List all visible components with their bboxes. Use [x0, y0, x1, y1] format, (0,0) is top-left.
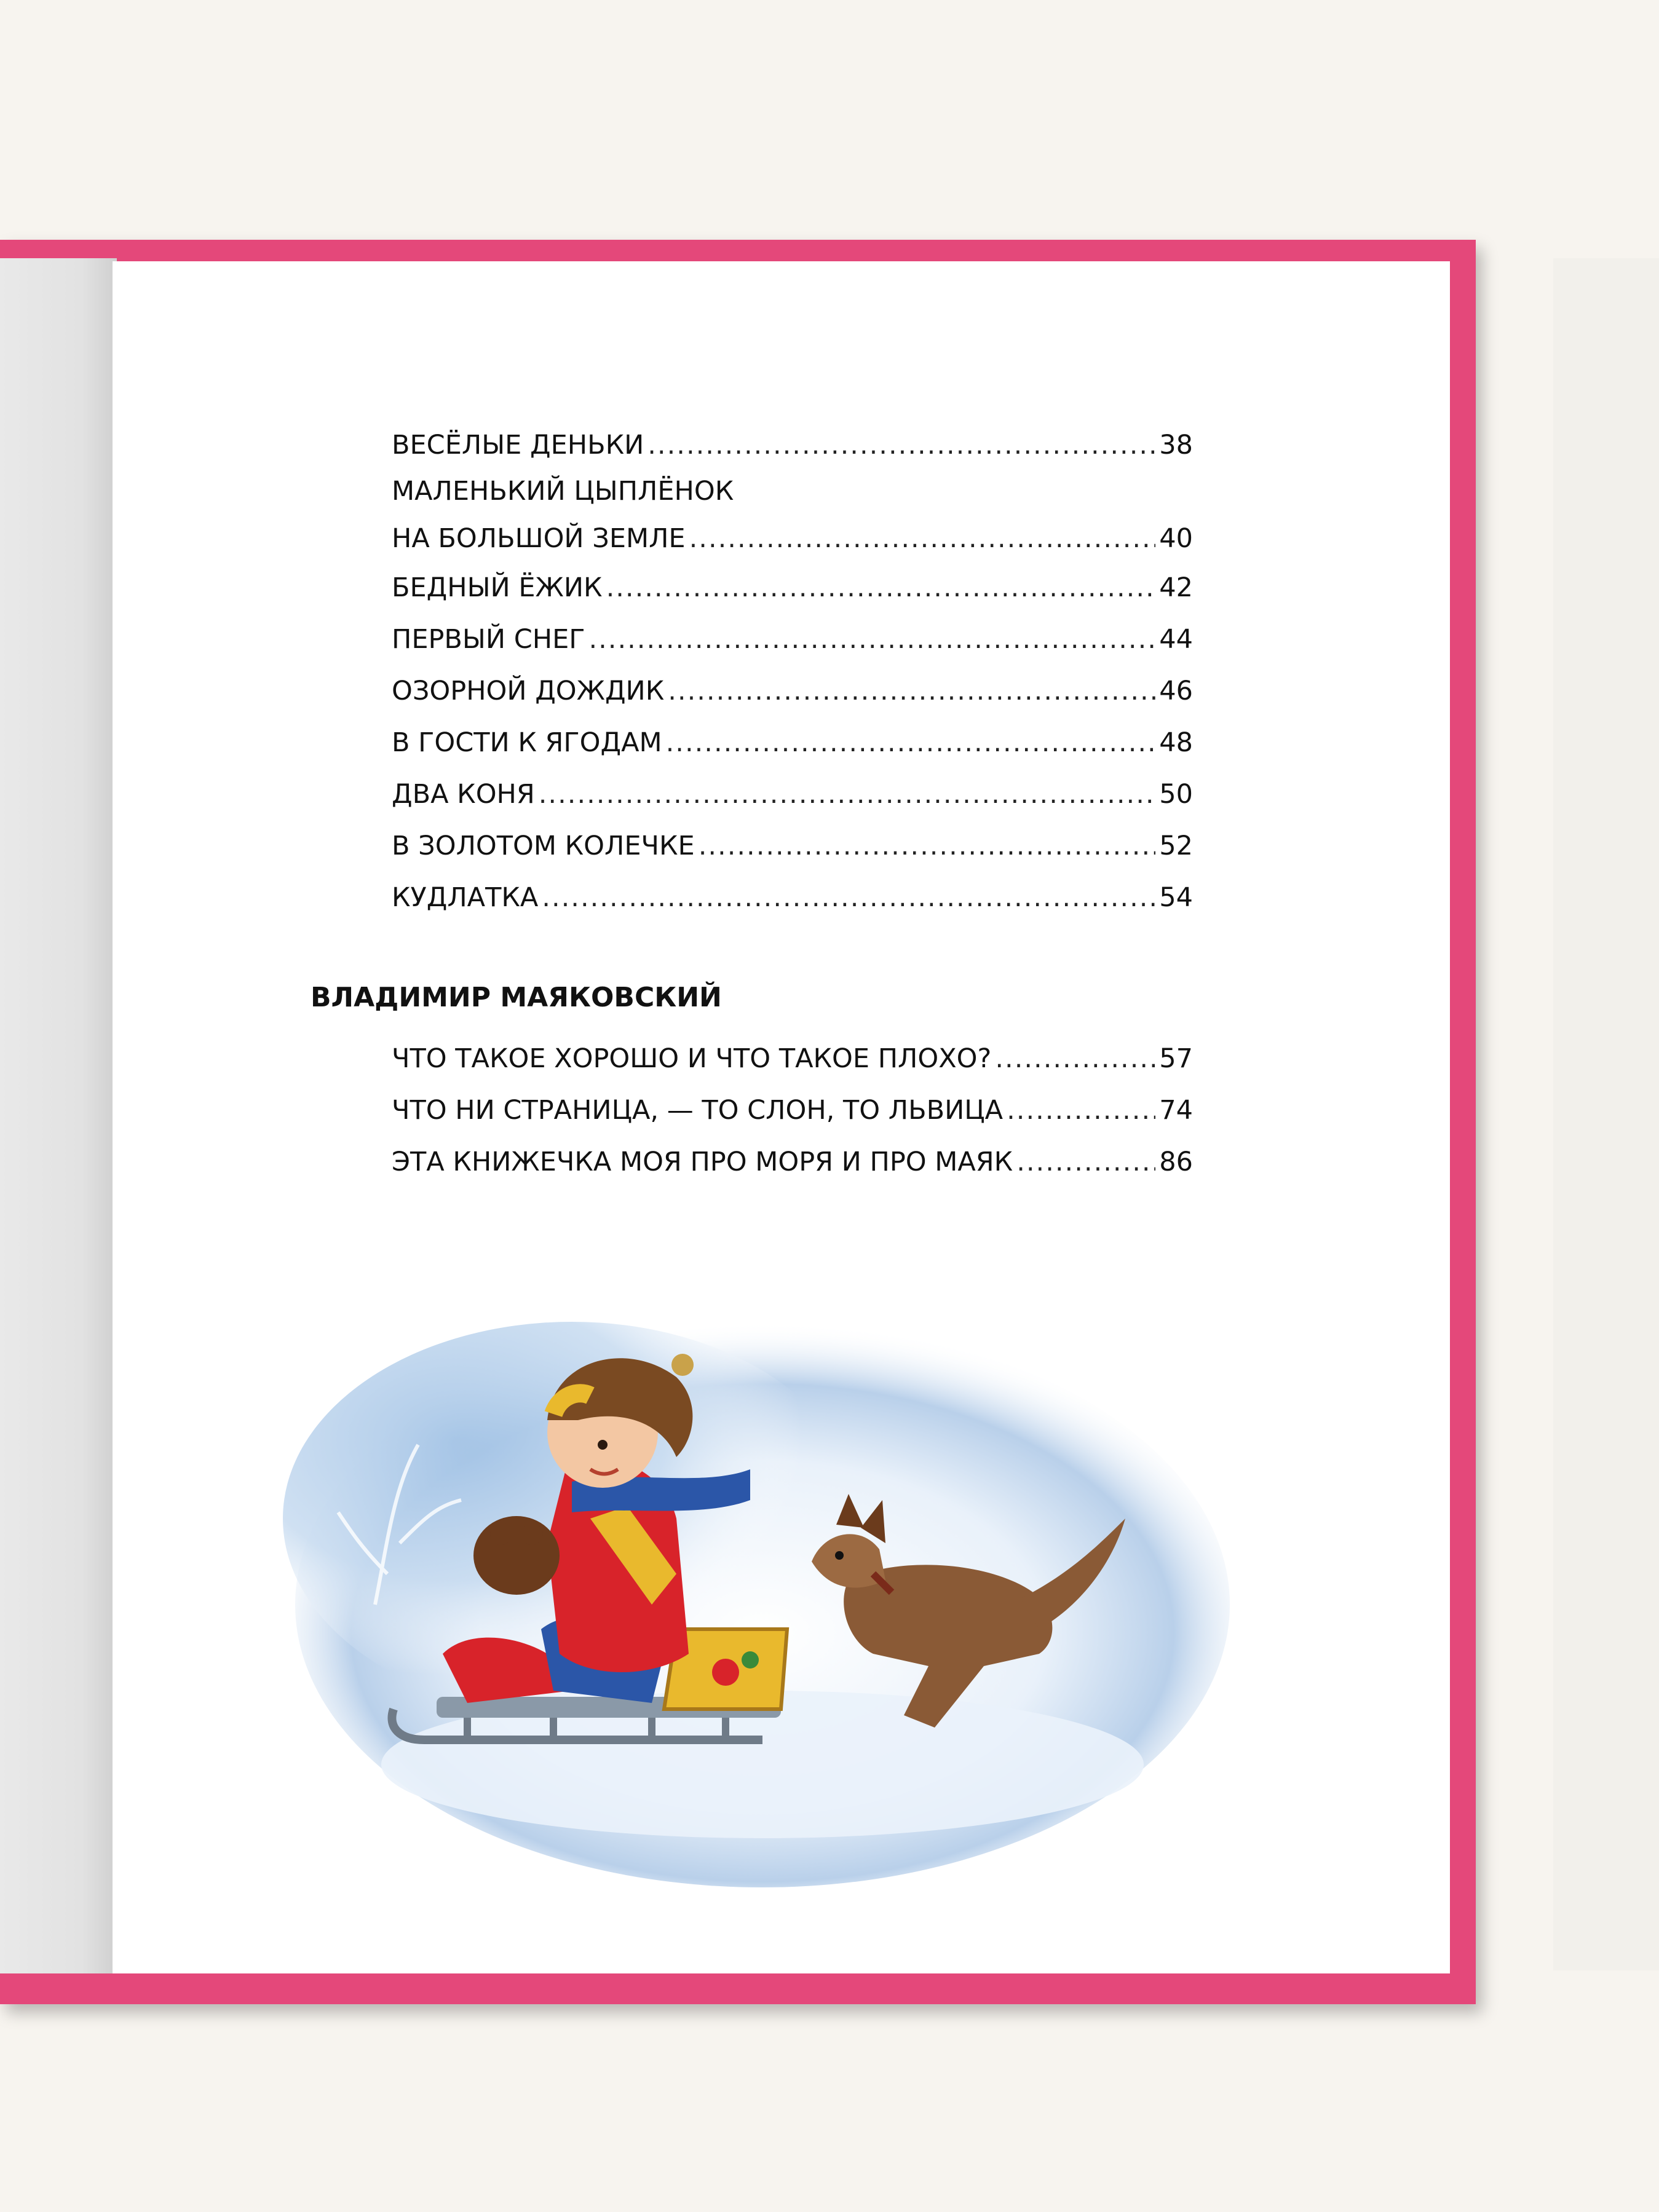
toc-row[interactable]	[392, 665, 1193, 717]
toc-leader	[995, 1033, 1155, 1084]
toc-leader	[1007, 1084, 1155, 1136]
toc-row[interactable]	[392, 515, 1193, 562]
table-of-contents-mayakovsky	[392, 1033, 1193, 1188]
toc-leader	[699, 820, 1156, 872]
toc-title: ЧТО НИ СТРАНИЦА, — ТО СЛОН, ТО ЛЬВИЦА	[392, 1095, 1004, 1126]
toc-title: ОЗОРНОЙ ДОЖДИК	[392, 676, 665, 706]
toc-title-line: МАЛЕНЬКИЙ ЦЫПЛЁНОК	[392, 476, 734, 507]
toc-leader	[606, 562, 1156, 614]
toc-title: В ГОСТИ К ЯГОДАМ	[392, 727, 662, 758]
toc-leader	[588, 614, 1155, 665]
toc-row[interactable]	[392, 614, 1193, 665]
toc-leader	[666, 717, 1156, 768]
toc-page-number: 44	[1159, 624, 1193, 655]
toc-row[interactable]	[392, 423, 1193, 467]
toc-title: НА БОЛЬШОЙ ЗЕМЛЕ	[392, 523, 686, 554]
toc-leader	[647, 423, 1155, 467]
page-stack	[0, 258, 117, 1973]
toc-page-number: 57	[1159, 1043, 1193, 1074]
toc-title: ПЕРВЫЙ СНЕГ	[392, 624, 585, 655]
toc-page-number: 54	[1159, 882, 1193, 913]
toc-row[interactable]	[392, 1084, 1193, 1136]
toc-leader	[689, 515, 1156, 562]
toc-page-number: 48	[1159, 727, 1193, 758]
toc-leader	[542, 872, 1155, 923]
toc-row[interactable]	[392, 768, 1193, 820]
toc-leader	[539, 768, 1156, 820]
toc-title: ВЕСЁЛЫЕ ДЕНЬКИ	[392, 430, 644, 460]
toc-page-number: 52	[1159, 831, 1193, 861]
toc-page-number: 50	[1159, 779, 1193, 810]
toc-page-number: 38	[1159, 430, 1193, 460]
toc-page-number: 40	[1159, 523, 1193, 554]
toc-page-number: 42	[1159, 572, 1193, 603]
toc-row[interactable]	[392, 820, 1193, 872]
toc-title: ЧТО ТАКОЕ ХОРОШО И ЧТО ТАКОЕ ПЛОХО?	[392, 1043, 992, 1074]
toc-page-number: 74	[1159, 1095, 1193, 1126]
toc-leader	[668, 665, 1155, 717]
toc-row[interactable]	[392, 1033, 1193, 1084]
toc-page-number: 86	[1159, 1147, 1193, 1177]
toc-title: В ЗОЛОТОМ КОЛЕЧКЕ	[392, 831, 695, 861]
toc-title: КУДЛАТКА	[392, 882, 539, 913]
toc-row[interactable]	[392, 717, 1193, 768]
toc-page-number: 46	[1159, 676, 1193, 706]
toc-title: ЭТА КНИЖЕЧКА МОЯ ПРО МОРЯ И ПРО МАЯК	[392, 1147, 1013, 1177]
background-panel	[1553, 258, 1659, 1970]
toc-title: ДВА КОНЯ	[392, 779, 535, 810]
toc-leader	[1016, 1136, 1155, 1188]
toc-title: БЕДНЫЙ ЁЖИК	[392, 572, 603, 603]
toc-row[interactable]	[392, 562, 1193, 614]
toc-row[interactable]	[392, 872, 1193, 923]
author-heading: ВЛАДИМИР МАЯКОВСКИЙ	[311, 982, 722, 1013]
toc-row[interactable]	[392, 1136, 1193, 1188]
table-of-contents	[392, 423, 1193, 923]
sled-illustration	[283, 1285, 1242, 1887]
